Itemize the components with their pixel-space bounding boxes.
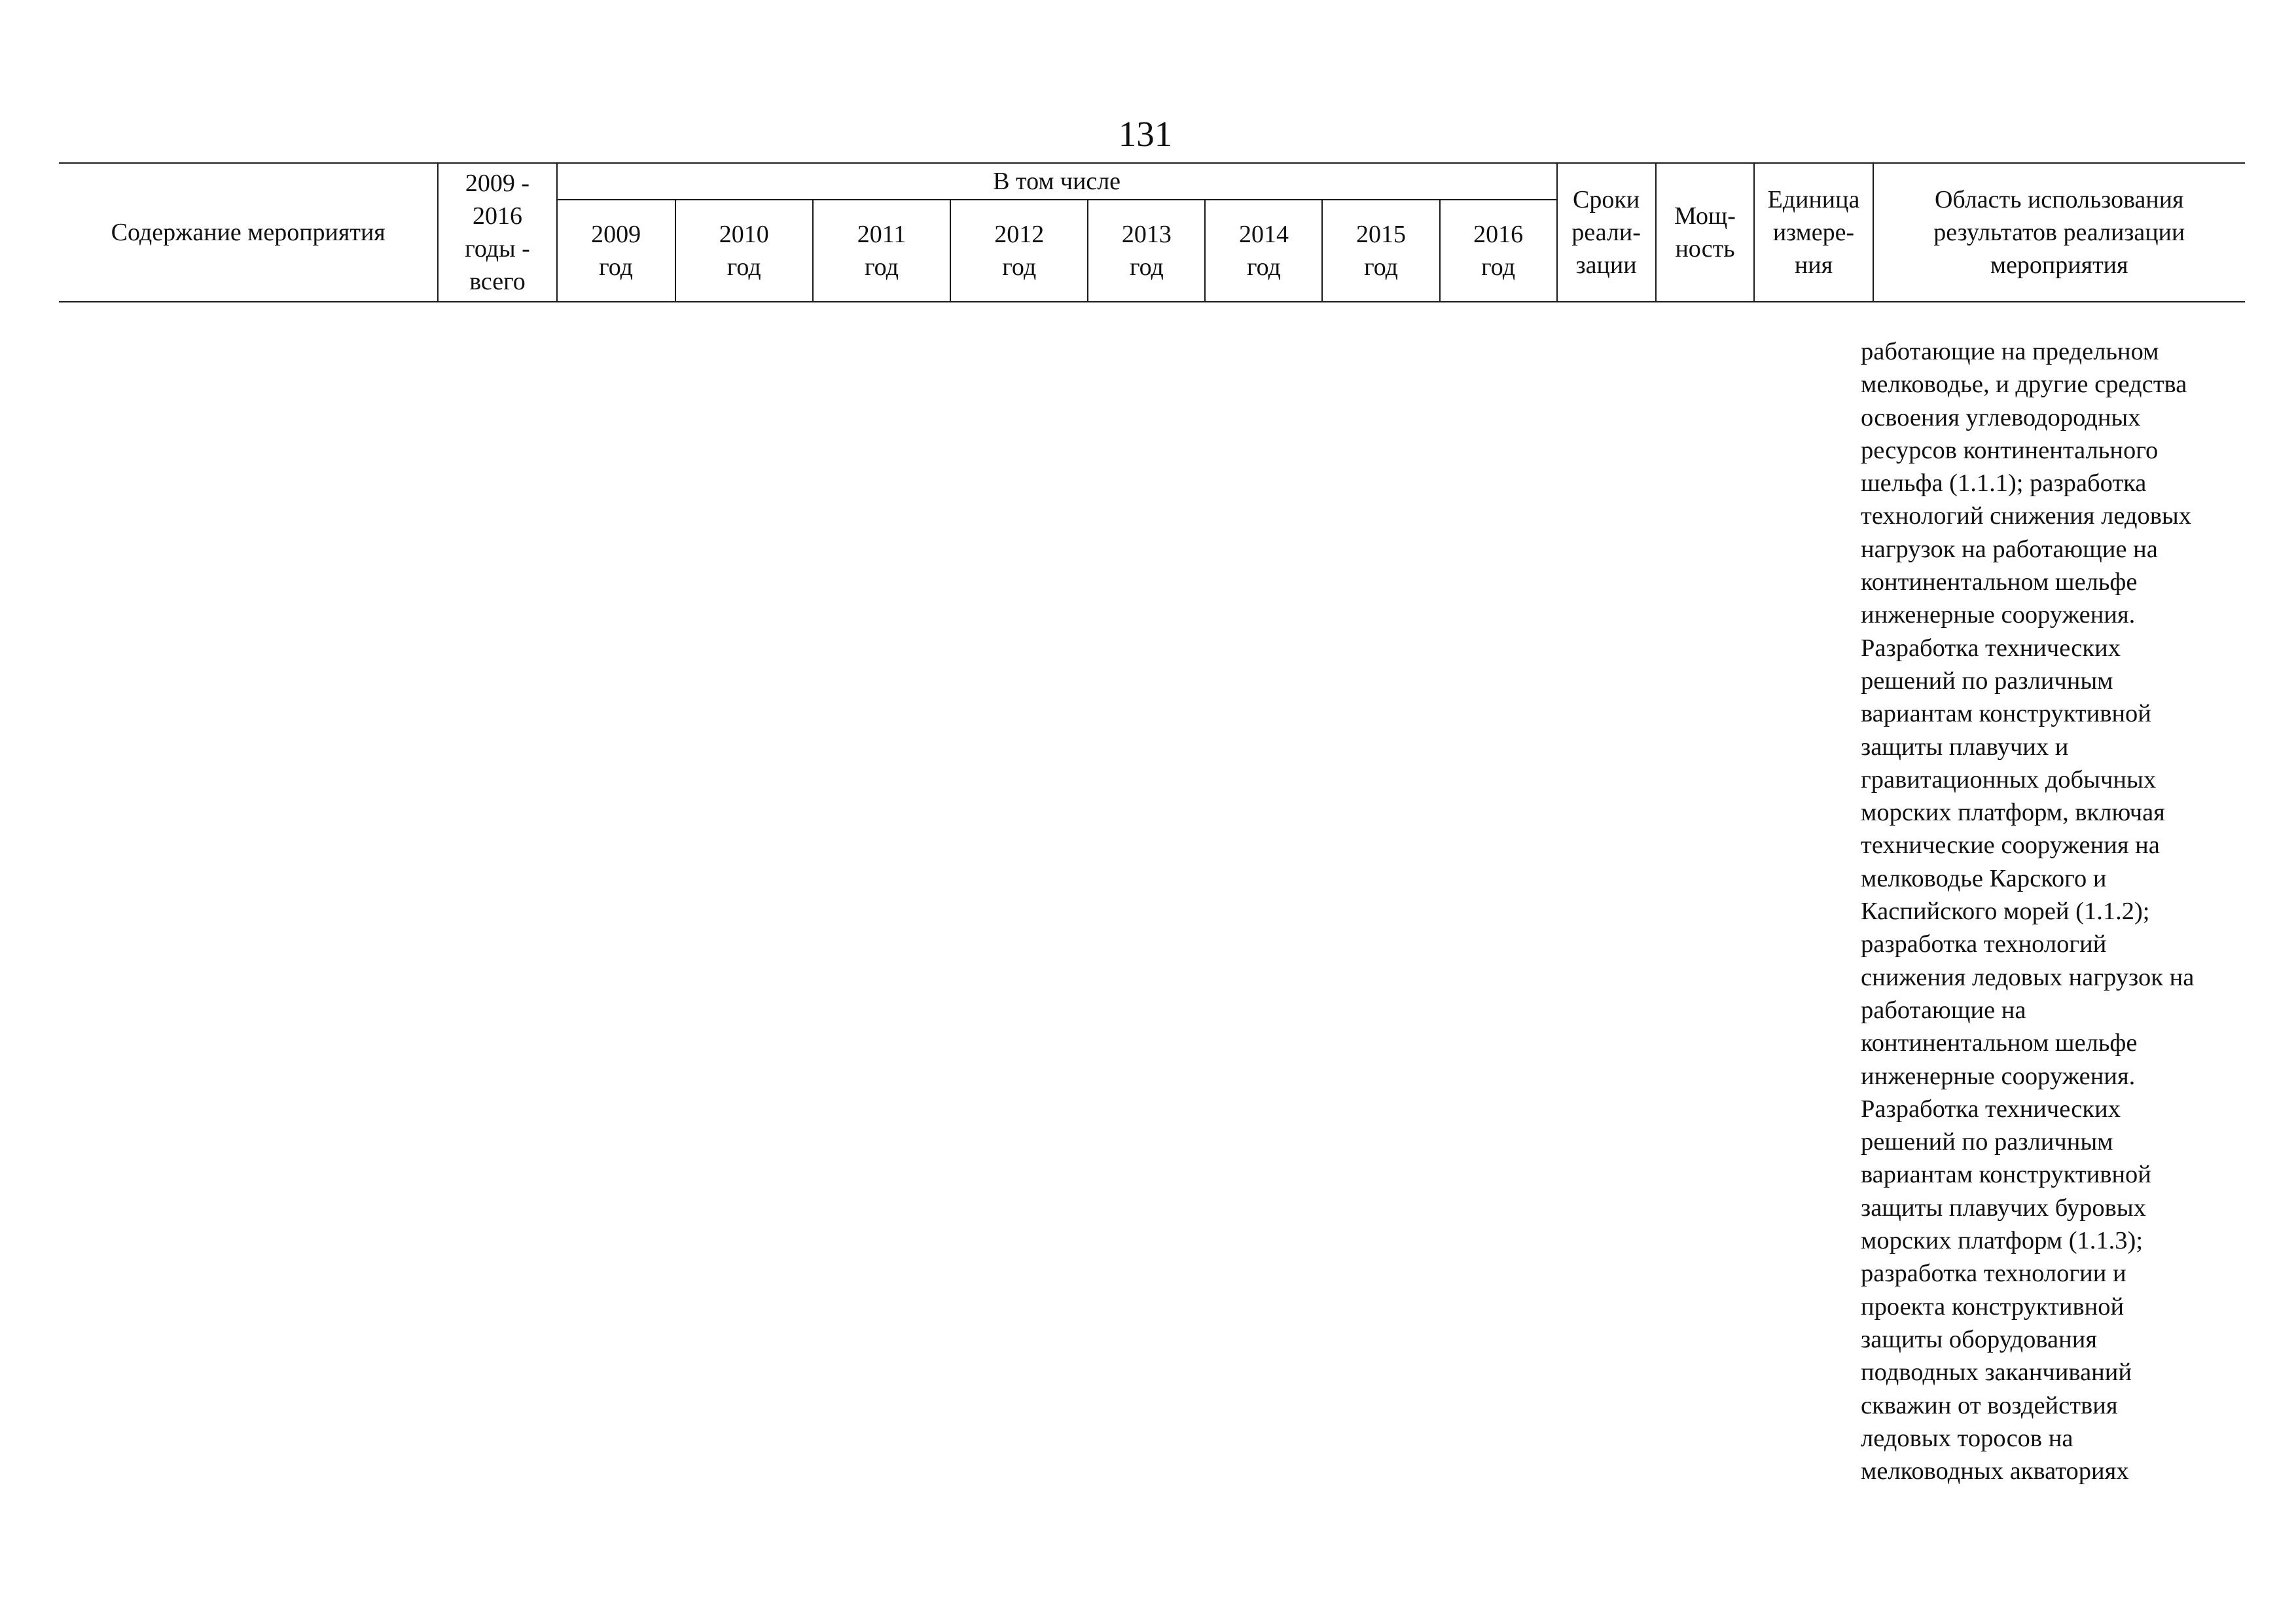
text-line: решений по различным xyxy=(1861,666,2113,695)
year-header-cell xyxy=(950,200,1088,302)
capacity-header: Мощ- ность xyxy=(1674,202,1736,263)
text-line: технологий снижения ледовых xyxy=(1861,502,2192,530)
text-line: морских платформ (1.1.3); xyxy=(1861,1227,2144,1255)
text-line: проекта конструктивной xyxy=(1861,1292,2125,1321)
year-header-cell xyxy=(1088,200,1205,302)
text-line: нагрузок на работающие на xyxy=(1861,535,2158,563)
text-line: гравитационных добычных xyxy=(1861,765,2157,793)
area-header-cell xyxy=(1873,163,2245,302)
total-header: 2009 - 2016 годы - всего xyxy=(465,170,530,295)
year-header-cell xyxy=(813,200,950,302)
text-line: морских платформ, включая xyxy=(1861,799,2165,827)
text-line: инженерные сооружения. xyxy=(1861,1062,2136,1090)
year-header: 2014 год xyxy=(1238,221,1289,281)
table-header xyxy=(59,162,2245,302)
year-header: 2011 год xyxy=(857,221,906,281)
text-line: защиты плавучих буровых xyxy=(1861,1194,2146,1222)
unit-header-cell xyxy=(1754,163,1873,302)
year-header: 2009 год xyxy=(591,221,641,281)
year-header-cell xyxy=(675,200,813,302)
year-header-cell xyxy=(1440,200,1557,302)
year-header-cell xyxy=(1205,200,1322,302)
total-header-cell xyxy=(438,163,556,302)
text-line: скважин от воздействия xyxy=(1861,1391,2118,1419)
area-header: Область использования результатов реализации мероприятия xyxy=(1933,186,2185,279)
text-line: защиты плавучих и xyxy=(1861,733,2069,761)
text-line: решений по различным xyxy=(1861,1128,2113,1156)
text-line: инженерные сооружения. xyxy=(1861,601,2136,629)
text-line: мелководье, и другие средства xyxy=(1861,371,2187,399)
text-line: шельфа (1.1.1); разработка xyxy=(1861,469,2147,498)
text-line: работающие на xyxy=(1861,996,2026,1024)
page-number: 131 xyxy=(1118,114,1173,154)
text-line: Каспийского морей (1.1.2); xyxy=(1861,898,2150,926)
text-line: вариантам конструктивной xyxy=(1861,700,2151,728)
period-header: Сроки реали- зации xyxy=(1571,186,1641,279)
text-line: континентальном шельфе xyxy=(1861,1029,2138,1057)
including-header-cell xyxy=(557,163,1557,200)
year-header-cell xyxy=(1322,200,1439,302)
area-of-use-text xyxy=(1861,335,2240,1487)
year-header: 2012 год xyxy=(994,221,1045,281)
text-line: мелководье Карского и xyxy=(1861,864,2107,892)
text-line: освоения углеводородных xyxy=(1861,403,2141,431)
text-line: вариантам конструктивной xyxy=(1861,1161,2151,1189)
text-line: подводных заканчиваний xyxy=(1861,1359,2132,1387)
including-header: В том числе xyxy=(993,168,1121,195)
text-line: мелководных акваториях xyxy=(1861,1457,2129,1486)
unit-header: Единица измере- ния xyxy=(1767,186,1860,279)
period-header-cell xyxy=(1557,163,1656,302)
text-line: разработка технологий xyxy=(1861,930,2107,958)
text-line: ресурсов континентального xyxy=(1861,436,2159,464)
text-line: континентальном шельфе xyxy=(1861,568,2138,596)
text-line: ледовых торосов на xyxy=(1861,1424,2073,1452)
text-line: разработка технологии и xyxy=(1861,1260,2126,1288)
text-line: работающие на предельном xyxy=(1861,338,2159,365)
text-line: снижения ледовых нагрузок на xyxy=(1861,963,2195,991)
capacity-header-cell xyxy=(1656,163,1755,302)
year-header-cell xyxy=(557,200,675,302)
year-header: 2013 год xyxy=(1121,221,1172,281)
text-line: технические сооружения на xyxy=(1861,831,2160,860)
year-header: 2010 год xyxy=(719,221,769,281)
year-header: 2015 год xyxy=(1356,221,1407,281)
year-header: 2016 год xyxy=(1473,221,1524,281)
content-header: Содержание мероприятия xyxy=(111,219,386,246)
text-line: Разработка технических xyxy=(1861,1095,2121,1123)
content-header-cell xyxy=(59,163,438,302)
text-line: Разработка технических xyxy=(1861,634,2121,662)
text-line: защиты оборудования xyxy=(1861,1325,2098,1353)
